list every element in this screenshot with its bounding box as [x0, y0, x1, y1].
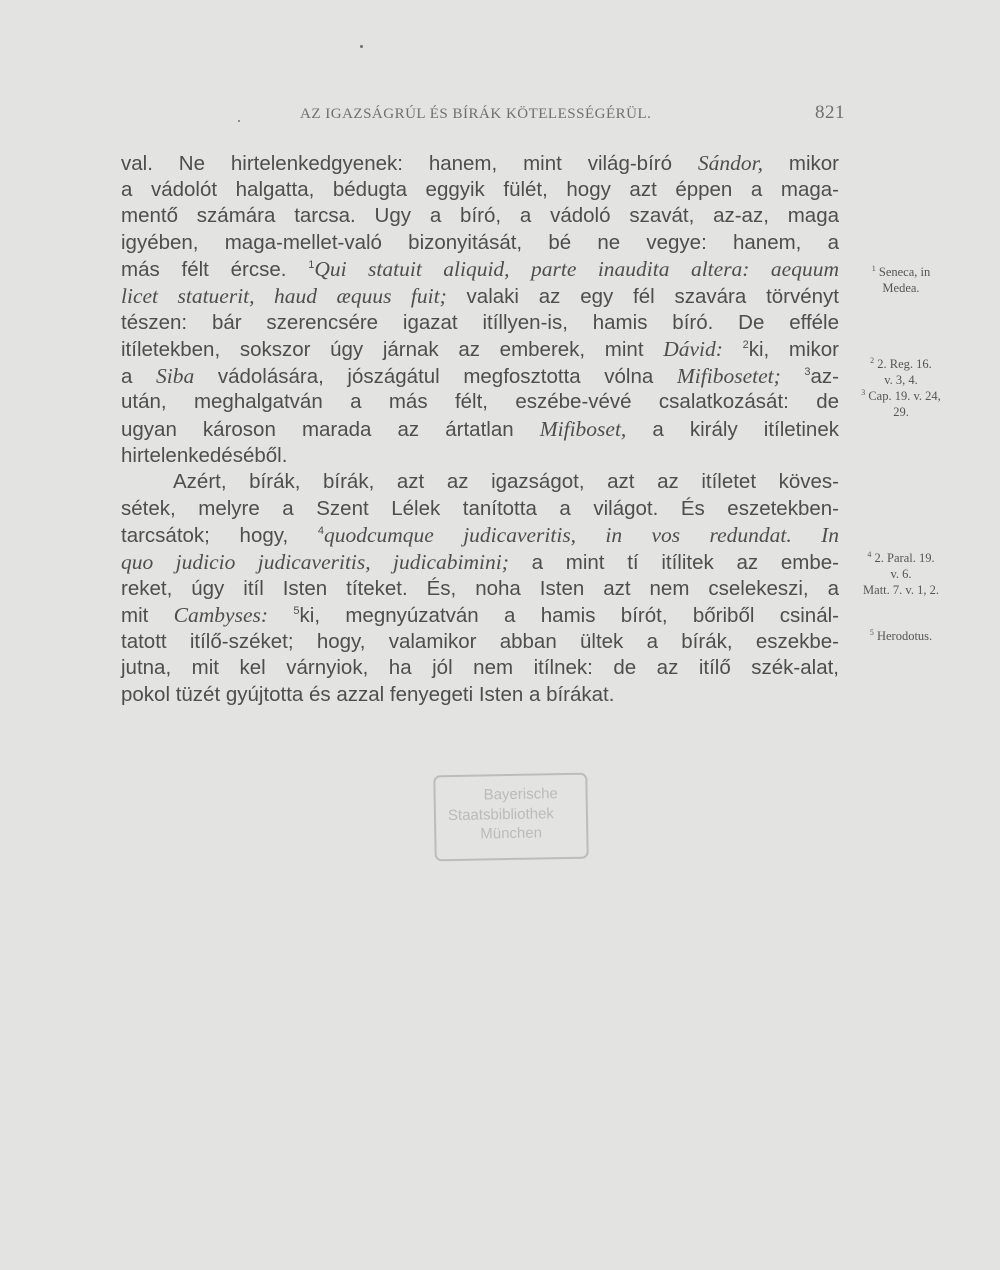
- footnote-ref: 1: [308, 259, 315, 272]
- text-line: reket, úgy itíl Isten títeket. És, noha Isten azt nem cselekeszi, a: [121, 576, 839, 600]
- footnote-ref: 5: [293, 605, 300, 618]
- main-text: [121, 150, 839, 708]
- margin-note-3: $^3$ Cap. 19. v. 24, 29.: [861, 388, 941, 419]
- margin-note-5: $^5$ Herodotus.: [869, 628, 933, 643]
- text-line: mentő számára tarcsa. Ugy a bíró, a vádoló szavát, az-az, maga: [121, 204, 839, 228]
- footnote-ref: 3: [804, 365, 811, 378]
- paragraph: [121, 150, 839, 469]
- text-line: igyében, maga-mellet-való bizonyitását, bé ne vegye: hanem, a: [121, 230, 839, 254]
- margin-note-4: $^4$ 2. Paral. 19. v. 6. Matt. 7. v. 1, 2.: [863, 550, 939, 597]
- text-line: után, meghalgatván a más félt, eszébe-vévé csalatkozását: de: [121, 390, 839, 414]
- text-line: val. Ne hirtelenkedgyenek: hanem, mint világ-bíró Sándor, mikor: [121, 151, 839, 175]
- text-line: ugyan károson marada az ártatlan Mifiboset, a király itíletinek: [121, 416, 839, 441]
- text-line: tarcsátok; hogy, $^4$quodcumque judicaveritis, in vos redundat. In: [121, 523, 839, 548]
- paragraph: [121, 469, 839, 708]
- running-title: AZ IGAZSÁGRÚL ÉS BÍRÁK KÖTELESSÉGÉRÜL.: [300, 106, 652, 122]
- paper-speck: [238, 120, 240, 122]
- text-line: sétek, melyre a Szent Lélek tanította a világot. És eszetekben-: [121, 496, 839, 520]
- page-number: 821: [815, 102, 845, 123]
- text-line: Azért, bírák, bírák, azt az igazságot, azt az itíletet köves-: [173, 470, 839, 494]
- text-line: jutna, mit kel várnyiok, ha jól nem itílnek: de az itílő szék-alat,: [121, 656, 839, 680]
- text-line: itíletekben, sokszor úgy járnak az emberek, mint Dávid: $^2$ki, mikor: [121, 337, 839, 362]
- paper-speck: [360, 45, 363, 48]
- margin-note-2: $^2$ 2. Reg. 16. v. 3, 4.: [870, 356, 932, 387]
- text-line: hirtelenkedéséből.: [121, 443, 288, 467]
- text-line: más félt ércse. $^1$Qui statuit aliquid, parte inaudita altera: aequum: [121, 257, 839, 282]
- text-line: quo judicio judicaveritis, judicabimini; a mint tí itílitek az embe-: [121, 549, 839, 574]
- library-stamp: Bayerische Staatsbibliothek München: [433, 773, 588, 862]
- footnote-ref: 4: [317, 525, 324, 538]
- footnote-ref: 2: [742, 339, 749, 352]
- text-line: a vádolót halgatta, bédugta eggyik fülét, hogy azt éppen a maga-: [121, 177, 839, 201]
- text-line: pokol tüzét gyújtotta és azzal fenyegeti Isten a bírákat.: [121, 682, 615, 706]
- text-line: a Siba vádolására, jószágátul megfosztotta vólna Mifibosetet; $^3$az-: [121, 363, 839, 388]
- text-line: licet statuerit, haud æquus fuit; valaki az egy fél szavára törvényt: [121, 283, 839, 308]
- text-line: tatott itílő-széket; hogy, valamikor abban ültek a bírák, eszekbe-: [121, 629, 839, 653]
- text-line: tészen: bár szerencsére igazat itíllyen-is, hamis bíró. De efféle: [121, 310, 839, 334]
- margin-note-1: $^1$ Seneca, in Medea.: [871, 264, 931, 295]
- text-line: mit Cambyses: $^5$ki, megnyúzatván a hamis bírót, bőriből csinál-: [121, 603, 839, 628]
